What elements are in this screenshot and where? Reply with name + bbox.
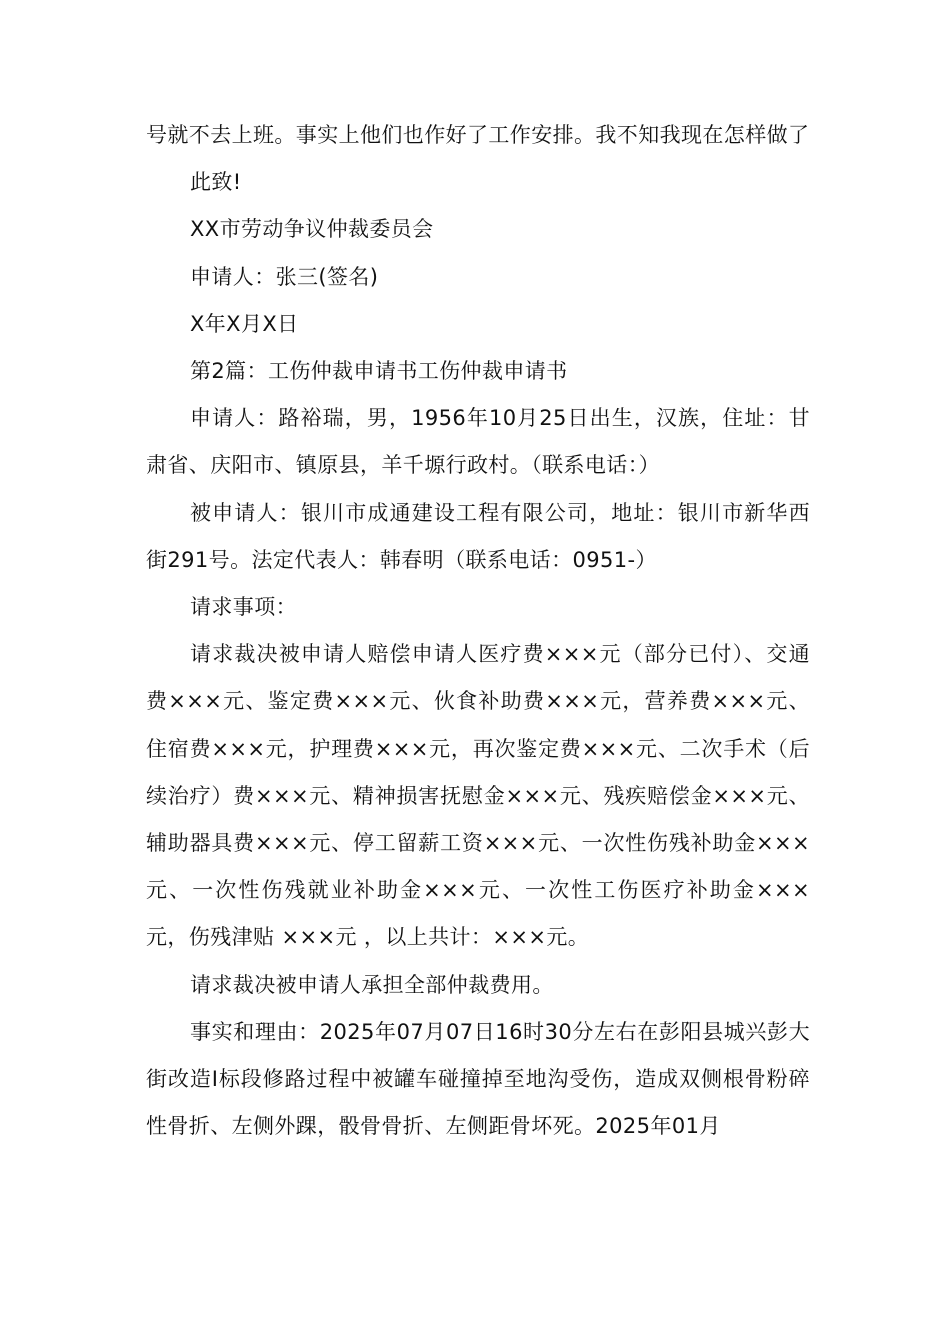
- section-heading: 第2篇：工伤仲裁申请书工伤仲裁申请书: [190, 359, 568, 384]
- document-body: [146, 112, 810, 1150]
- paragraph-claims-fees: 请求裁决被申请人承担全部仲裁费用。: [190, 972, 554, 997]
- paragraph-signature: 申请人：张三(签名): [190, 264, 379, 289]
- paragraph-facts: 事实和理由：2025年07月07日16时30分左右在彭阳县城兴彭大街改造I标段修路过程中被罐车碰撞掉至地沟受伤，造成双侧根骨粉碎性骨折、左侧外踝，骰骨骨折、左侧距骨坏死。2025年01月: [146, 1019, 810, 1139]
- paragraph-applicant: 申请人：路裕瑞，男，1956年10月25日出生，汉族，住址：甘肃省、庆阳市、镇原县，羊千塬行政村。（联系电话：）: [146, 406, 810, 478]
- paragraph-recipient: XX市劳动争议仲裁委员会: [190, 217, 434, 242]
- paragraph-continuation: 号就不去上班。事实上他们也作好了工作安排。我不知我现在怎样做了: [146, 123, 810, 147]
- paragraph-date: X年X月X日: [190, 311, 299, 336]
- paragraph-salutation: 此致!: [190, 170, 242, 195]
- paragraph-claims-compensation: 请求裁决被申请人赔偿申请人医疗费×××元（部分已付）、交通费×××元、鉴定费×××元、伙食补助费×××元，营养费×××元、住宿费×××元，护理费×××元，再次鉴定费×××元、二次手术（后续治疗）费×××元、精神损害抚慰金×××元、残疾赔偿金×××元、辅助器具费×××元、停工留薪工资×××元、一次性伤残补助金×××元、一次性伤残就业补助金×××元、一次性工伤医疗补助金×××元，伤残津贴 ×××元 ，以上共计：×××元。: [146, 642, 810, 950]
- paragraph-claims-heading: 请求事项：: [190, 595, 297, 620]
- paragraph-respondent: 被申请人：银川市成通建设工程有限公司，地址：银川市新华西街291号。法定代表人：韩春明（联系电话：0951-）: [146, 500, 810, 572]
